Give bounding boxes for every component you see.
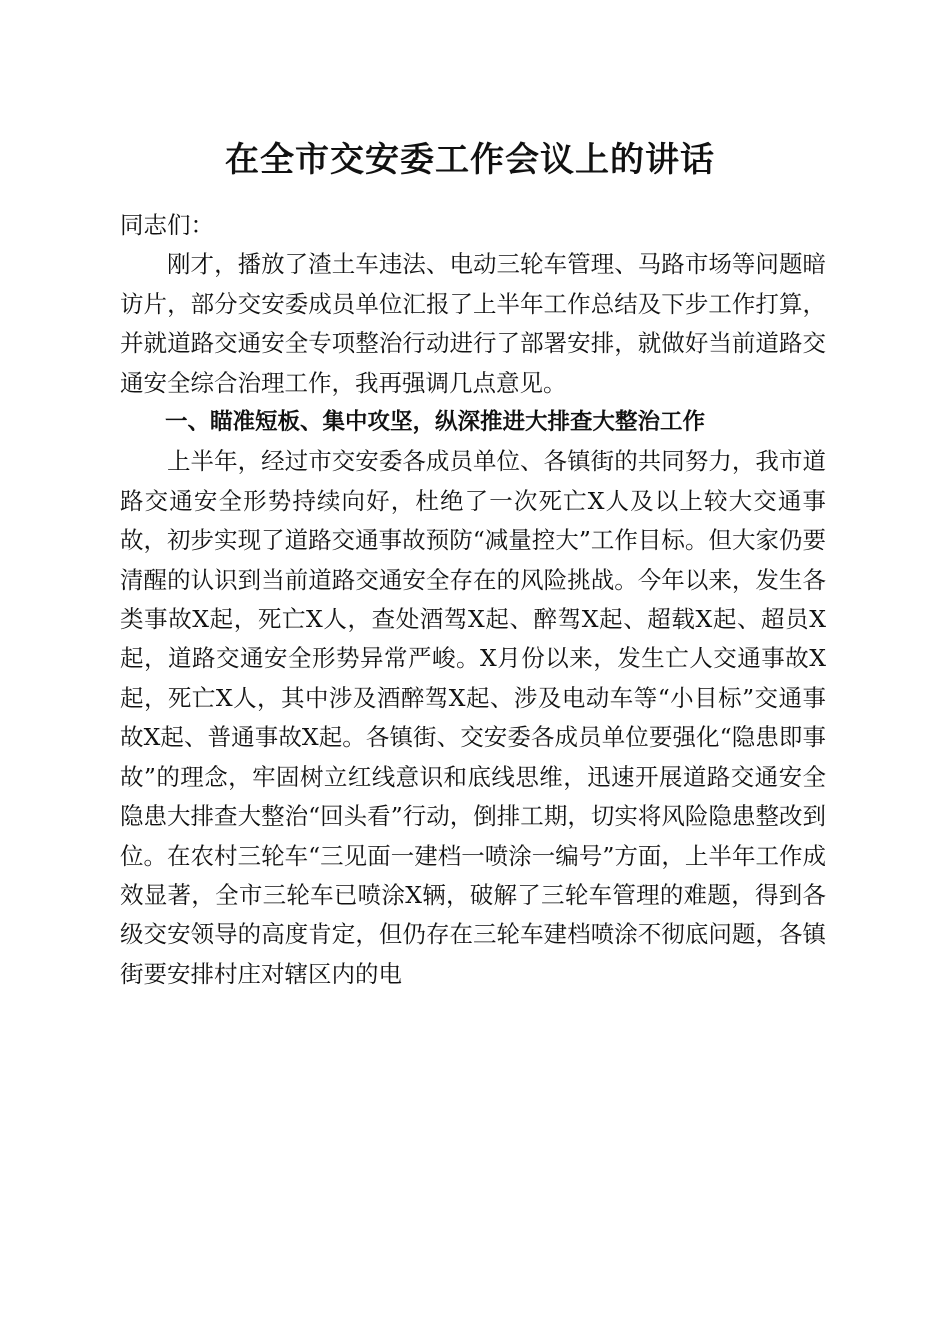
document-title: 在全市交安委工作会议上的讲话: [225, 140, 715, 180]
paragraph: 上半年，经过市交安委各成员单位、各镇街的共同努力，我市道路交通安全形势持续向好，杜绝了一次死亡X人及以上较大交通事故，初步实现了道路交通事故预防“减量控大”工作目标。但大家仍要清醒的认识到当前道路交通安全存在的风险挑战。今年以来，发生各类事故X起，死亡X人，查处酒驾X起、醉驾X起、超载X起、超员X起，道路交通安全形势异常严峻。X月份以来，发生亡人交通事故X起，死亡X人，其中涉及酒醉驾X起、涉及电动车等“小目标”交通事故X起、普通事故X起。各镇街、交安委各成员单位要强化“隐患即事故”的理念，牢固树立红线意识和底线思维，迅速开展道路交通安全隐患大排查大整治“回头看”行动，倒排工期，切实将风险隐患整改到位。在农村三轮车“三见面一建档一喷涂一编号”方面，上半年工作成效显著，全市三轮车已喷涂X辆，破解了三轮车管理的难题，得到各级交安领导的高度肯定，但仍存在三轮车建档喷涂不彻底问题，各镇街要安排村庄对辖区内的电: [120, 447, 826, 988]
paragraph: 刚才，播放了渣土车违法、电动三轮车管理、马路市场等问题暗访片，部分交安委成员单位汇报了上半年工作总结及下步工作打算，并就道路交通安全专项整治行动进行了部署安排，就做好当前道路交通安全综合治理工作，我再强调几点意见。: [120, 250, 826, 397]
salutation: 同志们：: [120, 211, 214, 239]
document-body: [120, 206, 826, 994]
section-heading: 一、瞄准短板、集中攻坚，纵深推进大排查大整治工作: [165, 409, 706, 436]
